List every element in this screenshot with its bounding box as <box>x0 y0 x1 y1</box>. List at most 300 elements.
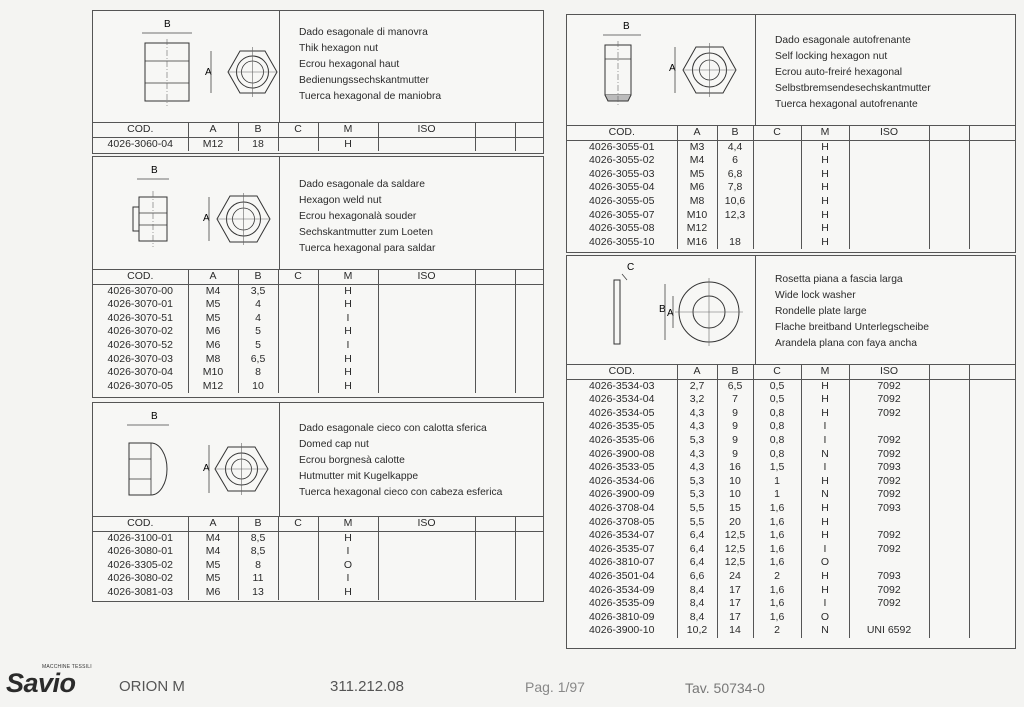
header-blank <box>929 126 969 141</box>
header-c: C <box>753 126 801 141</box>
cell-blank <box>515 284 543 298</box>
cell-iso <box>378 531 475 545</box>
table-row <box>567 393 1015 407</box>
cell-c: 1,6 <box>753 502 801 516</box>
cell-blank <box>969 516 1015 530</box>
table-row <box>93 531 543 545</box>
cell-m: H <box>801 168 849 182</box>
desc-it: Dado esagonale di manovra <box>299 27 428 38</box>
cell-blank <box>929 434 969 448</box>
cell-a: 6,6 <box>677 570 717 584</box>
cell-code: 4026-3055-03 <box>589 167 655 180</box>
header-code: COD. <box>93 517 188 532</box>
cell-blank <box>969 488 1015 502</box>
cell-b: 9 <box>717 434 753 448</box>
cell-blank <box>475 312 515 326</box>
cell-blank <box>969 597 1015 611</box>
cell-code: 4026-3534-06 <box>589 474 655 487</box>
cell-code: 4026-3534-07 <box>589 529 655 542</box>
table-row <box>93 284 543 298</box>
table-row <box>567 222 1015 236</box>
cell-iso: 7093 <box>849 461 929 475</box>
desc-it: Dado esagonale cieco con calotta sferica <box>299 423 487 434</box>
cell-iso: 7092 <box>849 543 929 557</box>
cell-blank <box>969 624 1015 638</box>
cell-b: 10 <box>238 380 278 394</box>
cell-a: M6 <box>188 325 238 339</box>
cell-code: 4026-3533-05 <box>589 461 655 474</box>
table-row <box>567 168 1015 182</box>
cell-c: 2 <box>753 570 801 584</box>
washer-diagram <box>567 256 755 364</box>
cell-b: 18 <box>238 137 278 151</box>
cell-blank <box>969 168 1015 182</box>
cell-iso <box>849 556 929 570</box>
cell-b: 12,5 <box>717 529 753 543</box>
cell-m: H <box>801 502 849 516</box>
cell-blank <box>475 531 515 545</box>
table-row <box>567 570 1015 584</box>
cell-code: 4026-3534-04 <box>589 393 655 406</box>
cell-a: 4,3 <box>677 407 717 421</box>
header-blank <box>475 517 515 532</box>
cell-blank <box>515 339 543 353</box>
cell-b: 11 <box>238 572 278 586</box>
cell-m: H <box>801 154 849 168</box>
cell-c: 1,6 <box>753 529 801 543</box>
cell-blank <box>475 353 515 367</box>
cell-blank <box>929 236 969 250</box>
desc-en: Hexagon weld nut <box>299 195 382 206</box>
page-number: Pag. 1/97 <box>525 679 585 695</box>
cell-iso: 7093 <box>849 570 929 584</box>
cell-iso <box>849 611 929 625</box>
cell-blank <box>475 366 515 380</box>
cell-a: 10,2 <box>677 624 717 638</box>
self-locking-nut-diagram <box>567 15 755 125</box>
cell-code: 4026-3100-01 <box>107 531 173 544</box>
cell-a: 5,3 <box>677 434 717 448</box>
header-blank <box>475 270 515 285</box>
cell-m: H <box>801 529 849 543</box>
cell-b: 7,8 <box>717 181 753 195</box>
cell-a: 6,4 <box>677 529 717 543</box>
cell-code: 4026-3080-02 <box>107 572 173 585</box>
cell-c <box>278 586 318 600</box>
desc-fr: Ecrou borgnesà calotte <box>299 455 405 466</box>
header-b: B <box>238 123 278 138</box>
cell-iso <box>849 420 929 434</box>
cell-iso <box>849 181 929 195</box>
cell-b: 10,6 <box>717 195 753 209</box>
cell-a: M6 <box>188 339 238 353</box>
cell-a: 5,3 <box>677 475 717 489</box>
cell-c <box>753 154 801 168</box>
cell-a: M4 <box>188 284 238 298</box>
nut-drawing <box>93 157 280 269</box>
cell-blank <box>475 298 515 312</box>
cell-b: 13 <box>238 586 278 600</box>
cell-blank <box>515 312 543 326</box>
nut-drawing <box>93 11 280 122</box>
table-row <box>93 312 543 326</box>
cell-b: 5 <box>238 325 278 339</box>
cell-a: 5,5 <box>677 502 717 516</box>
table-row <box>93 325 543 339</box>
cell-blank <box>515 572 543 586</box>
cell-blank <box>969 461 1015 475</box>
header-code: COD. <box>93 270 188 285</box>
cell-c: 0,8 <box>753 434 801 448</box>
desc-de: Bedienungssechskantmutter <box>299 75 429 86</box>
cell-blank <box>969 611 1015 625</box>
cell-c <box>278 339 318 353</box>
header-blank <box>515 270 543 285</box>
desc-en: Domed cap nut <box>299 439 369 450</box>
dim-b-label: B <box>151 411 158 422</box>
header-blank <box>475 123 515 138</box>
cell-blank <box>929 543 969 557</box>
panel-wide-lock-washer <box>566 255 1016 649</box>
cell-blank <box>475 137 515 151</box>
cell-m: I <box>801 597 849 611</box>
cell-m: H <box>318 531 378 545</box>
cell-iso <box>849 195 929 209</box>
cell-code: 4026-3535-07 <box>589 542 655 555</box>
cell-c: 1,6 <box>753 543 801 557</box>
cell-iso: 7092 <box>849 407 929 421</box>
cell-blank <box>969 407 1015 421</box>
cell-iso <box>378 559 475 573</box>
header-code: COD. <box>93 123 188 138</box>
cell-iso: 7092 <box>849 379 929 393</box>
cell-blank <box>969 570 1015 584</box>
cell-a: 4,3 <box>677 420 717 434</box>
cell-a: M4 <box>188 531 238 545</box>
cell-c: 1,6 <box>753 611 801 625</box>
cell-blank <box>929 420 969 434</box>
cell-iso <box>378 380 475 394</box>
cell-c: 1,6 <box>753 556 801 570</box>
cell-code: 4026-3305-02 <box>107 558 173 571</box>
cell-a: 4,3 <box>677 461 717 475</box>
cell-b: 6 <box>717 154 753 168</box>
cell-code: 4026-3060-04 <box>107 137 173 150</box>
cell-blank <box>929 529 969 543</box>
cell-code: 4026-3055-04 <box>589 181 655 194</box>
cell-a: M5 <box>188 559 238 573</box>
cell-a: M10 <box>677 209 717 223</box>
cell-m: I <box>318 545 378 559</box>
cell-c <box>753 168 801 182</box>
table-row <box>93 545 543 559</box>
cell-b: 20 <box>717 516 753 530</box>
cell-a: M10 <box>188 366 238 380</box>
table-row <box>567 475 1015 489</box>
header-b: B <box>238 270 278 285</box>
cell-b: 18 <box>717 236 753 250</box>
cell-b: 14 <box>717 624 753 638</box>
cell-a: 4,3 <box>677 448 717 462</box>
cell-a: M4 <box>677 154 717 168</box>
cell-b: 17 <box>717 611 753 625</box>
desc-en: Thik hexagon nut <box>299 43 378 54</box>
cell-blank <box>929 140 969 154</box>
cell-m: H <box>801 140 849 154</box>
cell-code: 4026-3070-05 <box>107 379 173 392</box>
header-blank <box>929 365 969 380</box>
cell-blank <box>969 529 1015 543</box>
cell-m: H <box>801 379 849 393</box>
cell-c <box>278 531 318 545</box>
cell-a: M5 <box>188 298 238 312</box>
cell-m: H <box>801 181 849 195</box>
cell-m: I <box>801 434 849 448</box>
cell-blank <box>475 325 515 339</box>
table-row <box>93 572 543 586</box>
cell-a: M5 <box>188 572 238 586</box>
cell-iso: 7092 <box>849 448 929 462</box>
cell-b: 7 <box>717 393 753 407</box>
cell-c <box>278 380 318 394</box>
cell-code: 4026-3810-07 <box>589 556 655 569</box>
dim-a-label: A <box>667 308 674 319</box>
table-row <box>567 195 1015 209</box>
cell-blank <box>515 137 543 151</box>
table-row <box>567 434 1015 448</box>
model-name: ORION M <box>119 678 185 695</box>
header-b: B <box>717 365 753 380</box>
header-blank <box>969 365 1015 380</box>
table-row <box>567 529 1015 543</box>
cell-blank <box>969 140 1015 154</box>
cell-code: 4026-3070-04 <box>107 366 173 379</box>
cell-code: 4026-3055-05 <box>589 194 655 207</box>
cell-m: H <box>318 137 378 151</box>
cell-c <box>753 181 801 195</box>
desc-es: Tuerca hexagonal cieco con cabeza esferica <box>299 487 503 498</box>
cell-blank <box>929 181 969 195</box>
cap-nut-diagram <box>93 403 279 516</box>
desc-de: Sechskantmutter zum Loeten <box>299 227 433 238</box>
cell-code: 4026-3900-09 <box>589 488 655 501</box>
cell-iso <box>378 298 475 312</box>
table-row <box>567 420 1015 434</box>
cell-blank <box>929 168 969 182</box>
table-row <box>567 379 1015 393</box>
cell-iso: 7092 <box>849 488 929 502</box>
header-c: C <box>278 517 318 532</box>
cell-m: H <box>318 380 378 394</box>
cell-c: 2 <box>753 624 801 638</box>
header-iso: ISO <box>849 365 929 380</box>
cell-code: 4026-3534-03 <box>589 379 655 392</box>
dim-b-label: B <box>659 304 666 315</box>
cell-c: 1,6 <box>753 584 801 598</box>
desc-es: Tuerca hexagonal autofrenante <box>775 99 918 110</box>
cell-blank <box>515 325 543 339</box>
washer-drawing <box>567 256 756 364</box>
desc-it: Rosetta piana a fascia larga <box>775 274 903 285</box>
table-row <box>93 353 543 367</box>
cell-blank <box>929 624 969 638</box>
desc-es: Tuerca hexagonal de maniobra <box>299 91 442 102</box>
cell-blank <box>515 298 543 312</box>
cell-blank <box>969 236 1015 250</box>
cell-blank <box>475 380 515 394</box>
cell-blank <box>475 339 515 353</box>
cell-iso: 7092 <box>849 584 929 598</box>
cell-blank <box>929 475 969 489</box>
cell-blank <box>515 559 543 573</box>
cell-blank <box>929 393 969 407</box>
cell-b: 4 <box>238 298 278 312</box>
cell-c <box>753 222 801 236</box>
cell-blank <box>515 353 543 367</box>
cell-b: 15 <box>717 502 753 516</box>
cell-code: 4026-3810-09 <box>589 610 655 623</box>
cell-blank <box>929 516 969 530</box>
cell-code: 4026-3900-10 <box>589 624 655 637</box>
cell-blank <box>929 222 969 236</box>
cell-c: 0,8 <box>753 420 801 434</box>
parts-table <box>93 122 543 151</box>
cell-m: O <box>801 556 849 570</box>
cell-m: H <box>801 475 849 489</box>
cell-b: 4,4 <box>717 140 753 154</box>
cell-code: 4026-3070-02 <box>107 325 173 338</box>
panel-hexagon-weld-nut <box>92 156 544 398</box>
cell-blank <box>969 434 1015 448</box>
header-a: A <box>677 126 717 141</box>
cell-m: H <box>318 366 378 380</box>
cell-code: 4026-3534-09 <box>589 583 655 596</box>
cell-blank <box>969 448 1015 462</box>
desc-fr: Ecrou hexagonal haut <box>299 59 400 70</box>
header-iso: ISO <box>378 270 475 285</box>
cell-blank <box>929 556 969 570</box>
cell-b: 8 <box>238 559 278 573</box>
cell-b <box>717 222 753 236</box>
header-code: COD. <box>567 126 677 141</box>
desc-de: Hutmutter mit Kugelkappe <box>299 471 419 482</box>
cell-blank <box>475 545 515 559</box>
cell-blank <box>929 488 969 502</box>
cell-blank <box>929 570 969 584</box>
cell-b: 9 <box>717 448 753 462</box>
cell-b: 6,5 <box>238 353 278 367</box>
cell-b: 12,3 <box>717 209 753 223</box>
cell-c <box>278 545 318 559</box>
cell-code: 4026-3055-01 <box>589 140 655 153</box>
cell-m: I <box>801 420 849 434</box>
cell-a: 8,4 <box>677 597 717 611</box>
cell-m: O <box>318 559 378 573</box>
cell-c: 1 <box>753 475 801 489</box>
cell-blank <box>969 154 1015 168</box>
dim-a-label: A <box>669 63 676 74</box>
cell-blank <box>929 407 969 421</box>
cell-b: 9 <box>717 420 753 434</box>
cell-a: M8 <box>188 353 238 367</box>
desc-it: Dado esagonale autofrenante <box>775 35 911 46</box>
cell-m: N <box>801 448 849 462</box>
header-m: M <box>318 270 378 285</box>
cell-code: 4026-3070-01 <box>107 298 173 311</box>
cell-a: M12 <box>677 222 717 236</box>
table-row <box>93 559 543 573</box>
table-row <box>567 611 1015 625</box>
cell-code: 4026-3055-02 <box>589 154 655 167</box>
cell-code: 4026-3535-09 <box>589 597 655 610</box>
weld-nut-diagram <box>93 157 279 269</box>
desc-es: Tuerca hexagonal para saldar <box>299 243 436 254</box>
cell-a: M5 <box>188 312 238 326</box>
table-row <box>567 181 1015 195</box>
header-a: A <box>188 123 238 138</box>
cell-b: 8,5 <box>238 545 278 559</box>
cell-c <box>278 298 318 312</box>
cell-m: N <box>801 624 849 638</box>
cell-iso <box>378 284 475 298</box>
table-row <box>567 448 1015 462</box>
header-b: B <box>717 126 753 141</box>
cell-m: H <box>801 195 849 209</box>
cell-c: 0,8 <box>753 448 801 462</box>
cell-iso: 7093 <box>849 502 929 516</box>
cell-a: M5 <box>677 168 717 182</box>
desc-fr: Rondelle plate large <box>775 306 867 317</box>
header-a: A <box>188 517 238 532</box>
cell-a: 2,7 <box>677 379 717 393</box>
cell-blank <box>929 584 969 598</box>
cell-code: 4026-3070-52 <box>107 338 173 351</box>
desc-en: Wide lock washer <box>775 290 856 301</box>
table-row <box>567 516 1015 530</box>
nut-drawing <box>567 15 756 125</box>
cell-c <box>278 312 318 326</box>
cell-c <box>753 209 801 223</box>
header-c: C <box>278 270 318 285</box>
cell-code: 4026-3080-01 <box>107 545 173 558</box>
cell-blank <box>929 597 969 611</box>
header-c: C <box>278 123 318 138</box>
desc-es: Arandela plana con faya ancha <box>775 338 917 349</box>
cell-code: 4026-3535-05 <box>589 420 655 433</box>
cell-blank <box>969 209 1015 223</box>
cell-iso <box>378 339 475 353</box>
cell-m: H <box>801 236 849 250</box>
cell-a: 5,5 <box>677 516 717 530</box>
cell-iso: UNI 6592 <box>849 624 929 638</box>
table-row <box>93 586 543 600</box>
cell-c <box>278 284 318 298</box>
cell-c: 1,5 <box>753 461 801 475</box>
desc-de: Selbstbremsendesechskantmutter <box>775 83 931 94</box>
cell-c <box>278 353 318 367</box>
cell-code: 4026-3070-00 <box>107 284 173 297</box>
cell-m: H <box>318 298 378 312</box>
cell-code: 4026-3534-05 <box>589 406 655 419</box>
cell-b: 10 <box>717 475 753 489</box>
cell-c <box>753 140 801 154</box>
parts-table <box>93 516 543 600</box>
desc-fr: Ecrou auto-freiré hexagonal <box>775 67 903 78</box>
cell-m: O <box>801 611 849 625</box>
cell-iso <box>849 236 929 250</box>
cell-c <box>278 137 318 151</box>
cell-code: 4026-3055-07 <box>589 208 655 221</box>
